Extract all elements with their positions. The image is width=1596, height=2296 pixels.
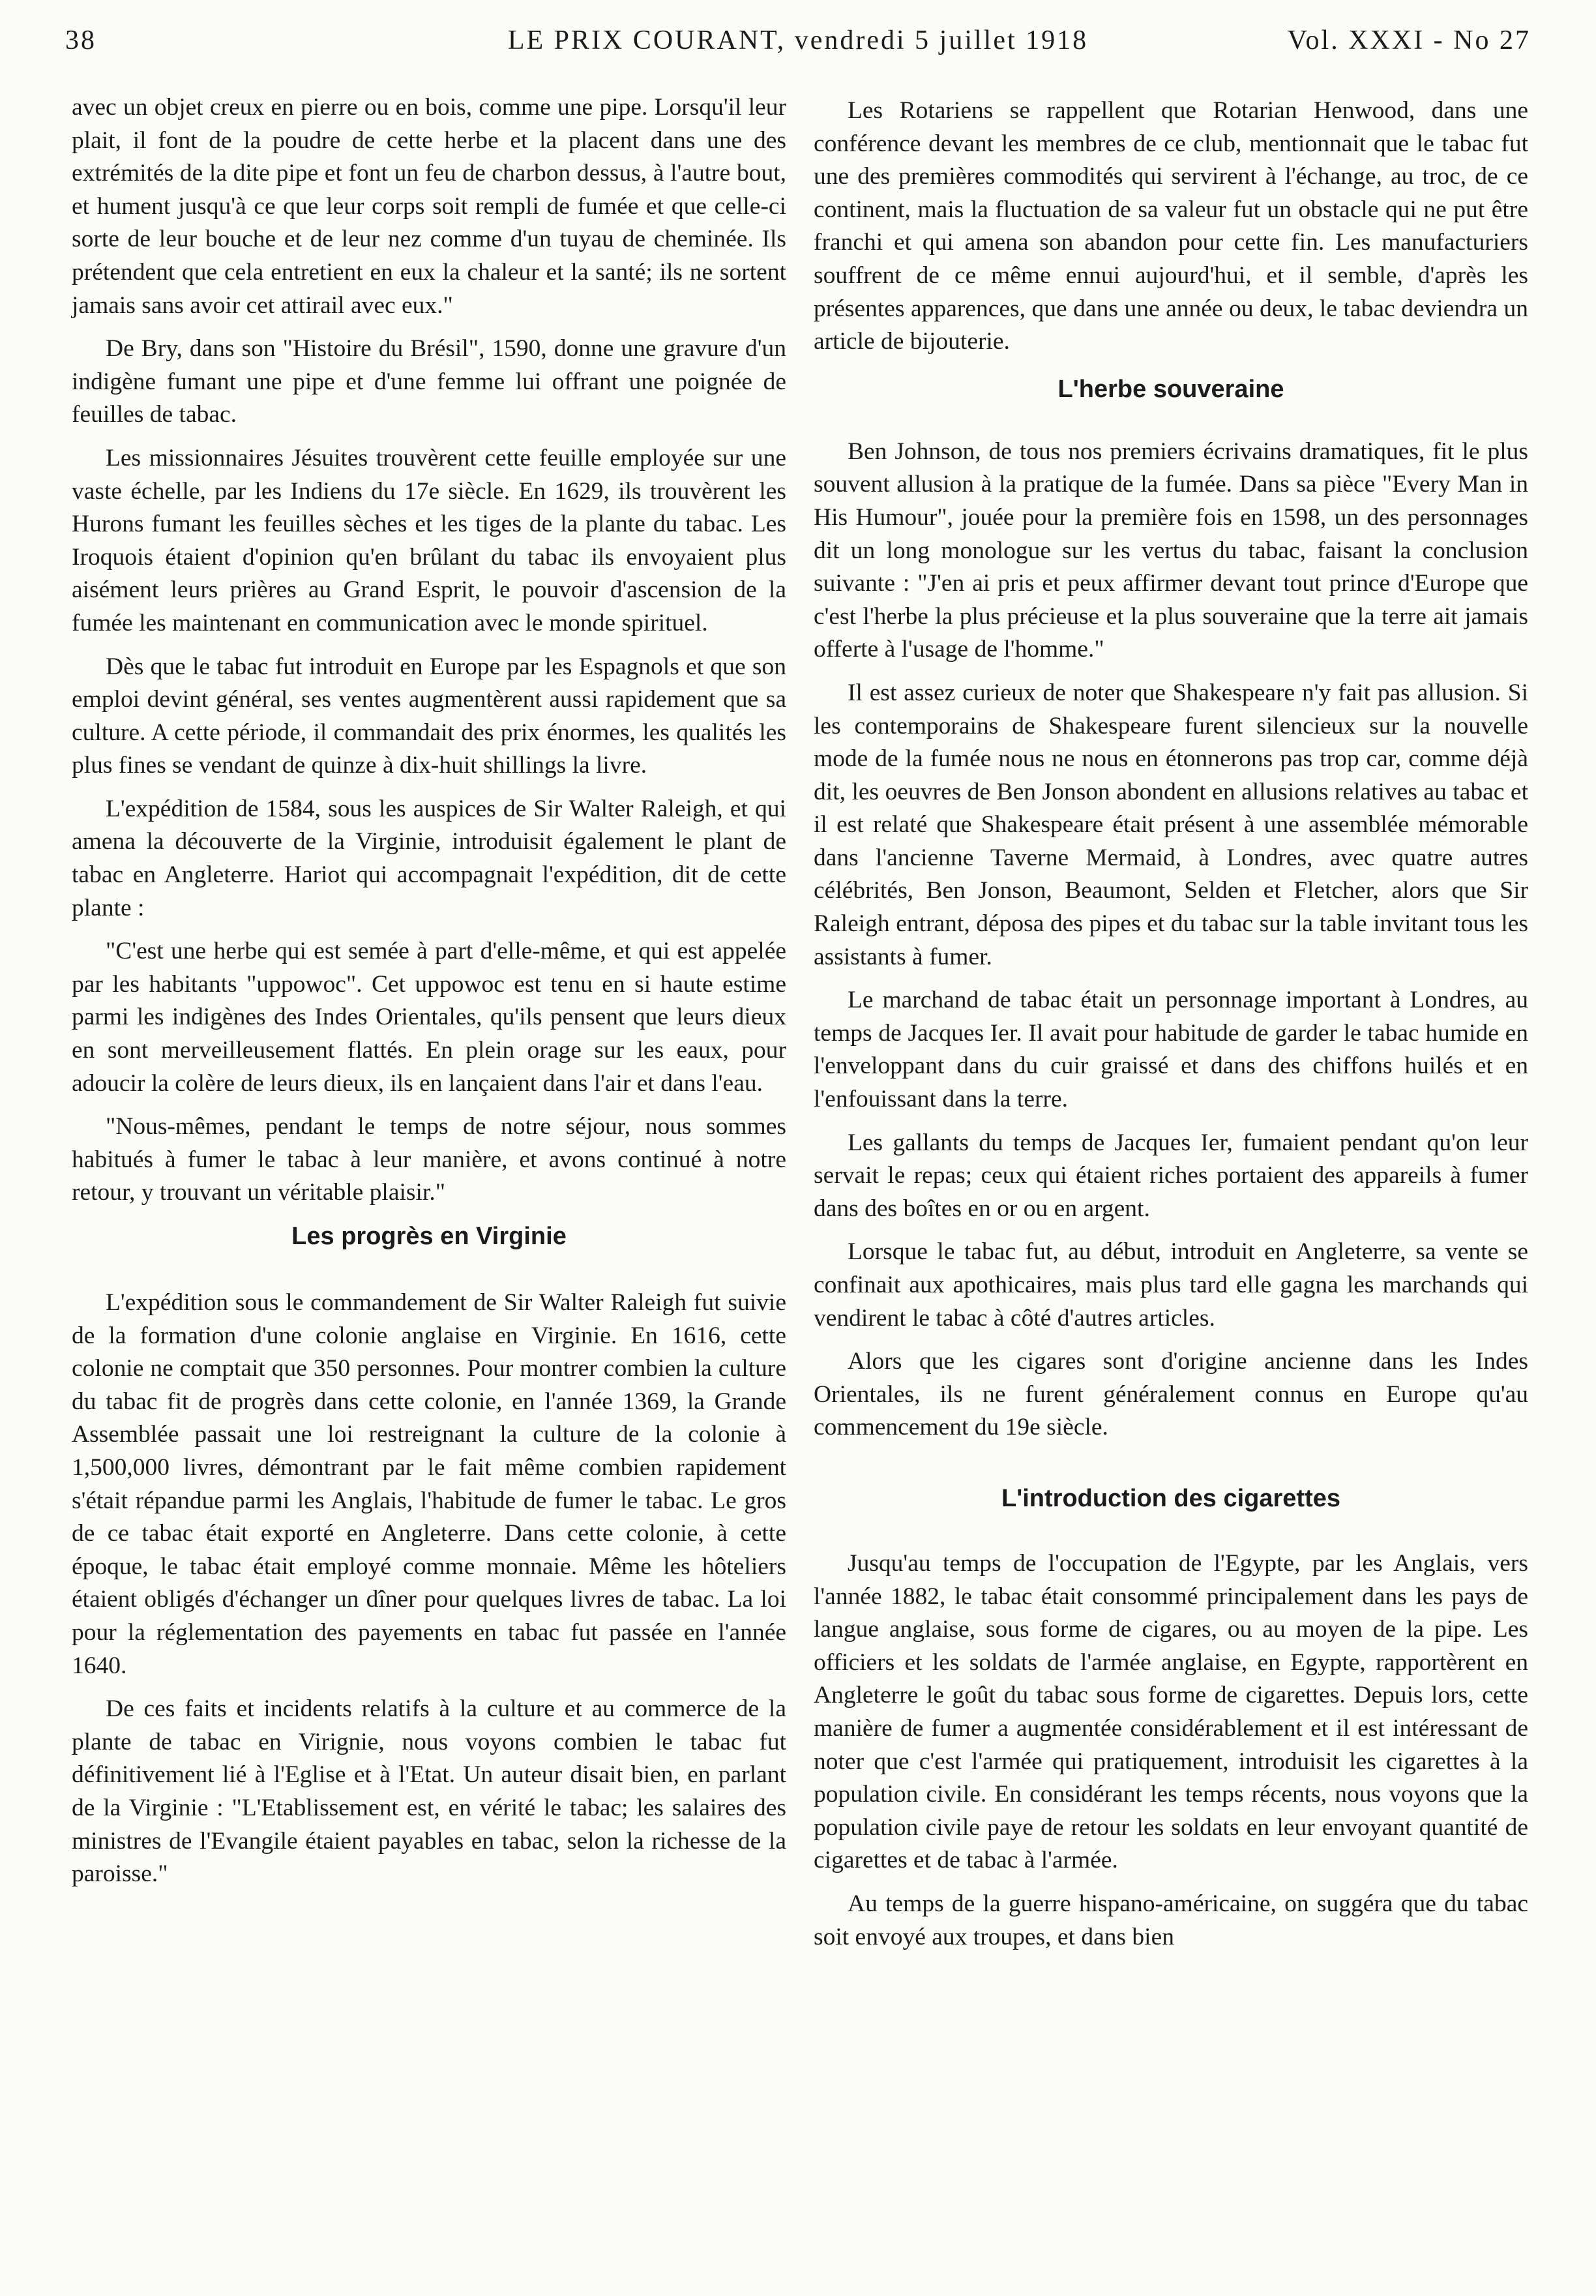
- paragraph: De Bry, dans son "Histoire du Brésil", 1590, donne une gravure d'un indigène fumant une pipe et d'une femme lui offrant une poignée de feuilles de tabac.: [72, 335, 786, 428]
- left-column: [72, 91, 786, 1901]
- section-heading: L'introduction des cigarettes: [1001, 1484, 1340, 1512]
- paragraph: Jusqu'au temps de l'occupation de l'Egypte, par les Anglais, vers l'année 1882, le tabac était consommé principalement dans les pays de langue anglaise, sous forme de cigares, ou au moyen de la pipe. Les officiers et les soldats de l'armée anglaise, en Egypte, rapportèrent en Angleterre le goût du tabac sous forme de cigarettes. Depuis lors, cette manière de fumer a augmentée considérablement et il est intéressant de noter que c'est l'armée qui pratiquement, introduisit les cigarettes à la population civile. En considérant les temps récents, nous voyons que la population civile paye de retour les soldats en leur envoyant quantité de cigarettes et de tabac à l'armée.: [814, 1549, 1528, 1874]
- paragraph: Ben Johnson, de tous nos premiers écrivains dramatiques, fit le plus souvent allusion à la pratique de la fumée. Dans sa pièce "Every Man in His Humour", jouée pour la première fois en 1598, un des personnages dit un long monologue sur les vertus du tabac, faisant la conclusion suivante : "J'en ai pris et peux affirmer devant tout prince d'Europe que c'est l'herbe la plus précieuse et la plus souveraine que la terre ait jamais offerte à l'usage de l'homme.": [814, 438, 1528, 663]
- page-number: 38: [65, 25, 96, 55]
- paragraph: Les Rotariens se rappellent que Rotarian Henwood, dans une conférence devant les membres de ce club, mentionnait que le tabac fut une des premières commodités qui servirent à l'échange, au troc, de ce continent, mais la fluctuation de sa valeur fut un obstacle qui ne put être franchi et qui amena son abandon pour cette fin. Les manufacturiers souffrent de ce même ennui aujourd'hui, et il semble, d'après les présentes apparences, que dans une année ou deux, le tabac deviendra un article de bijouterie.: [814, 97, 1528, 355]
- paragraph: Il est assez curieux de noter que Shakespeare n'y fait pas allusion. Si les contemporains de Shakespeare furent silencieux sur la nouvelle mode de la fumée nous ne nous en étonnerons pas trop car, comme déjà dit, les oeuvres de Ben Jonson abondent en allusions relatives au tabac et il est relaté que Shakespeare était présent à une assemblée mémorable dans l'ancienne Taverne Mermaid, à Londres, avec quatre autres célébrités, Ben Jonson, Beaumont, Selden et Fletcher, alors que Sir Raleigh entrant, déposa des pipes et du tabac sur la table invitant tous les assistants à fumer.: [814, 679, 1528, 970]
- quote-paragraph: "C'est une herbe qui est semée à part d'elle-même, et qui est appelée par les habitants "uppowoc". Cet uppowoc est tenu en si haute estime parmi les indigènes des Indes Orientales, qu'ils pensent que leurs dieux en sont merveilleusement flattés. En plein orage sur les eaux, pour adoucir la colère de leurs dieux, ils en lançaient dans l'air et dans l'eau.: [72, 938, 786, 1097]
- section-heading: L'herbe souveraine: [1057, 375, 1284, 403]
- quote-paragraph: "Nous-mêmes, pendant le temps de notre séjour, nous sommes habitués à fumer le tabac à leur manière, et avons continué à notre retour, y trouvant un véritable plaisir.": [72, 1113, 786, 1206]
- paragraph: L'expédition de 1584, sous les auspices de Sir Walter Raleigh, et qui amena la découverte de la Virginie, introduisit également le plant de tabac en Angleterre. Hariot qui accompagnait l'expédition, dit de cette plante :: [72, 795, 786, 921]
- paragraph: Alors que les cigares sont d'origine ancienne dans les Indes Orientales, ils ne furent généralement connus en Europe qu'au commencement du 19e siècle.: [814, 1348, 1528, 1441]
- paragraph: L'expédition sous le commandement de Sir Walter Raleigh fut suivie de la formation d'une colonie anglaise en Virginie. En 1616, cette colonie ne comptait que 350 personnes. Pour montrer combien la culture du tabac fit de progrès dans cette colonie, en l'année 1369, la Grande Assemblée passait une loi restreignant la culture de la colonie à 1,500,000 livres, démontrant par le fait même combien rapidement s'était répandue parmi les Anglais, l'habitude de fumer le tabac. Le gros de ce tabac était exporté en Angleterre. Dans cette colonie, à cette époque, le tabac était employé comme monnaie. Même les hôteliers étaient obligés d'échanger un dîner pour quelques livres de tabac. La loi pour la réglementation des payements en tabac fut passée en l'année 1640.: [72, 1289, 786, 1679]
- volume-issue: Vol. XXXI - No 27: [1287, 25, 1531, 55]
- page-header: [65, 25, 1531, 64]
- right-column: [814, 95, 1528, 1964]
- paragraph: Lorsque le tabac fut, au début, introduit en Angleterre, sa vente se confinait aux apothicaires, mais plus tard elle gagna les marchands qui vendirent le tabac à côté d'autres articles.: [814, 1238, 1528, 1332]
- paragraph: Dès que le tabac fut introduit en Europe par les Espagnols et que son emploi devint général, ses ventes augmentèrent aussi rapidement que sa culture. A cette période, il commandait des prix énormes, les qualités les plus fines se vendant de quinze à dix-huit shillings la livre.: [72, 653, 786, 779]
- paragraph: avec un objet creux en pierre ou en bois, comme une pipe. Lorsqu'il leur plait, il font de la poudre de cette herbe et la placent dans une des extrémités de la dite pipe et font un feu de charbon dessus, à l'autre bout, et hument jusqu'à ce que leur corps soit rempli de fumée et que celle-ci sorte de leur bouche et de leur nez comme d'un tuyau de cheminée. Ils prétendent que cela entretient en eux la chaleur et la santé; ils ne sortent jamais sans avoir cet attirail avec eux.": [72, 94, 786, 319]
- paragraph: Au temps de la guerre hispano-américaine, on suggéra que du tabac soit envoyé aux troupes, et dans bien: [814, 1890, 1528, 1950]
- paragraph: Les gallants du temps de Jacques Ier, fumaient pendant qu'on leur servait le repas; ceux qui étaient riches portaient des appareils à fumer dans des boîtes en or ou en argent.: [814, 1129, 1528, 1222]
- paragraph: De ces faits et incidents relatifs à la culture et au commerce de la plante de tabac en Virignie, nous voyons combien le tabac fut définitivement lié à l'Eglise et à l'Etat. Un auteur disait bien, en parlant de la Virginie : "L'Etablissement est, en vérité le tabac; les salaires des ministres de l'Evangile étaient payables en tabac, selon la richesse de la paroisse.": [72, 1695, 786, 1888]
- running-title: LE PRIX COURANT, vendredi 5 juillet 1918: [507, 25, 1089, 55]
- section-heading: Les progrès en Virginie: [291, 1223, 567, 1250]
- paragraph: Le marchand de tabac était un personnage important à Londres, au temps de Jacques Ier. Il avait pour habitude de garder le tabac humide en l'enveloppant dans du cuir graissé et dans des chiffons huilés et en l'enfouissant dans la terre.: [814, 987, 1528, 1113]
- paragraph: Les missionnaires Jésuites trouvèrent cette feuille employée sur une vaste échelle, par les Indiens du 17e siècle. En 1629, ils trouvèrent les Hurons fumant les feuilles sèches et les tiges de la plante du tabac. Les Iroquois étaient d'opinion qu'en brûlant du tabac ils envoyaient plus aisément leurs prières au Grand Esprit, le pouvoir d'ascension de la fumée les maintenant en communication avec le monde spirituel.: [72, 444, 786, 636]
